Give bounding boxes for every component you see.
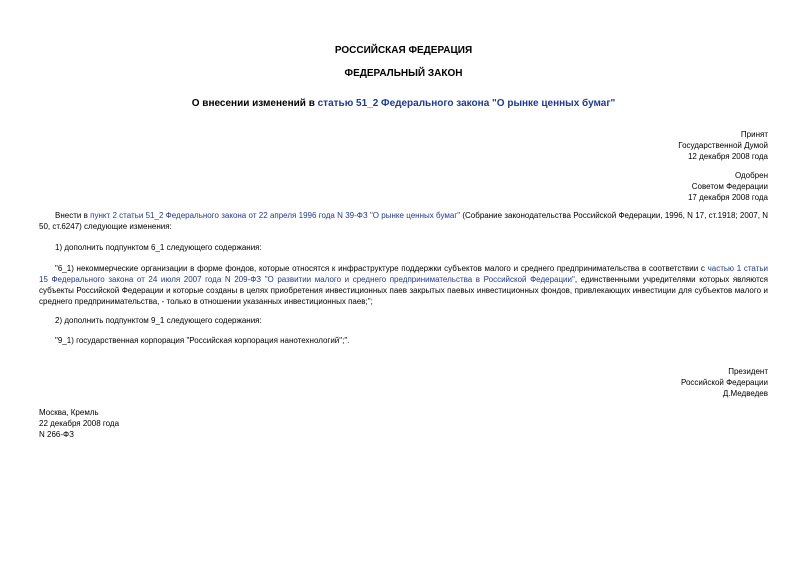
signature-position: Президент	[728, 367, 768, 376]
accepted-block	[678, 129, 768, 162]
approved-date: 17 декабря 2008 года	[687, 193, 768, 202]
signature-name: Д.Медведев	[722, 389, 768, 398]
paragraph-intro-link[interactable]: пункт 2 статьи 51_2 Федерального закона от 22 апреля 1996 года N 39-ФЗ "О рынке ценных бумаг"	[90, 211, 461, 220]
accepted-label: Принят	[740, 130, 768, 139]
approved-block	[688, 170, 768, 203]
footer-place: Москва, Кремль	[39, 408, 99, 417]
footer-number: N 266-ФЗ	[39, 430, 74, 439]
paragraph-intro-suffix: (Собрание законодательства Российской Федерации, 1996, N 17, ст.1918; 2007, N 50, ст.6247) следующие изменения:	[39, 211, 768, 231]
law-type-heading: ФЕДЕРАЛЬНЫЙ ЗАКОН	[344, 68, 463, 79]
approved-label: Одобрен	[734, 171, 768, 180]
paragraph-item-9-1: "9_1) государственная корпорация "Российская корпорация нанотехнологий";".	[55, 336, 350, 345]
law-title-link[interactable]: статью 51_2 Федерального закона "О рынке ценных бумаг"	[317, 98, 616, 109]
signature-block	[681, 366, 768, 399]
paragraph-item-6-1-link[interactable]: частью 1 статьи 15 Федерального закона от 24 июля 2007 года N 209-ФЗ "О развитии малого и среднего предпринимательства в Российской Федерации"	[39, 264, 768, 284]
paragraph-intro	[39, 210, 768, 232]
paragraph-item-6-1	[39, 263, 768, 307]
country-heading: РОССИЙСКАЯ ФЕДЕРАЦИЯ	[334, 45, 473, 56]
law-title-prefix: О внесении изменений в	[191, 98, 318, 109]
signature-country: Российской Федерации	[681, 378, 768, 387]
paragraph-item-1: 1) дополнить подпунктом 6_1 следующего содержания:	[55, 243, 262, 252]
accepted-by: Государственной Думой	[678, 141, 768, 150]
paragraph-item-6-1-prefix: "6_1) некоммерческие организации в форме фондов, которые относятся к инфраструктуре поддержки субъектов малого и среднего предпринимательства в соответствии с	[55, 264, 708, 273]
accepted-date: 12 декабря 2008 года	[687, 152, 768, 161]
footer-date: 22 декабря 2008 года	[39, 419, 120, 428]
paragraph-item-2: 2) дополнить подпунктом 9_1 следующего содержания:	[55, 316, 262, 325]
footer-block	[39, 407, 119, 440]
paragraph-intro-prefix: Внести в	[55, 211, 91, 220]
law-title	[0, 98, 807, 109]
paragraph-item-6-1-suffix: , единственными учредителями которых являются субъекты Российской Федерации и которые созданы в целях приобретения инвестиционных паев закрытых паевых инвестиционных фондов, привлекающих инвестиции для субъектов малого и среднего предпринимательства, - только в отношении указанных инвестиционных паев;";	[39, 275, 768, 306]
approved-by: Советом Федерации	[691, 182, 768, 191]
